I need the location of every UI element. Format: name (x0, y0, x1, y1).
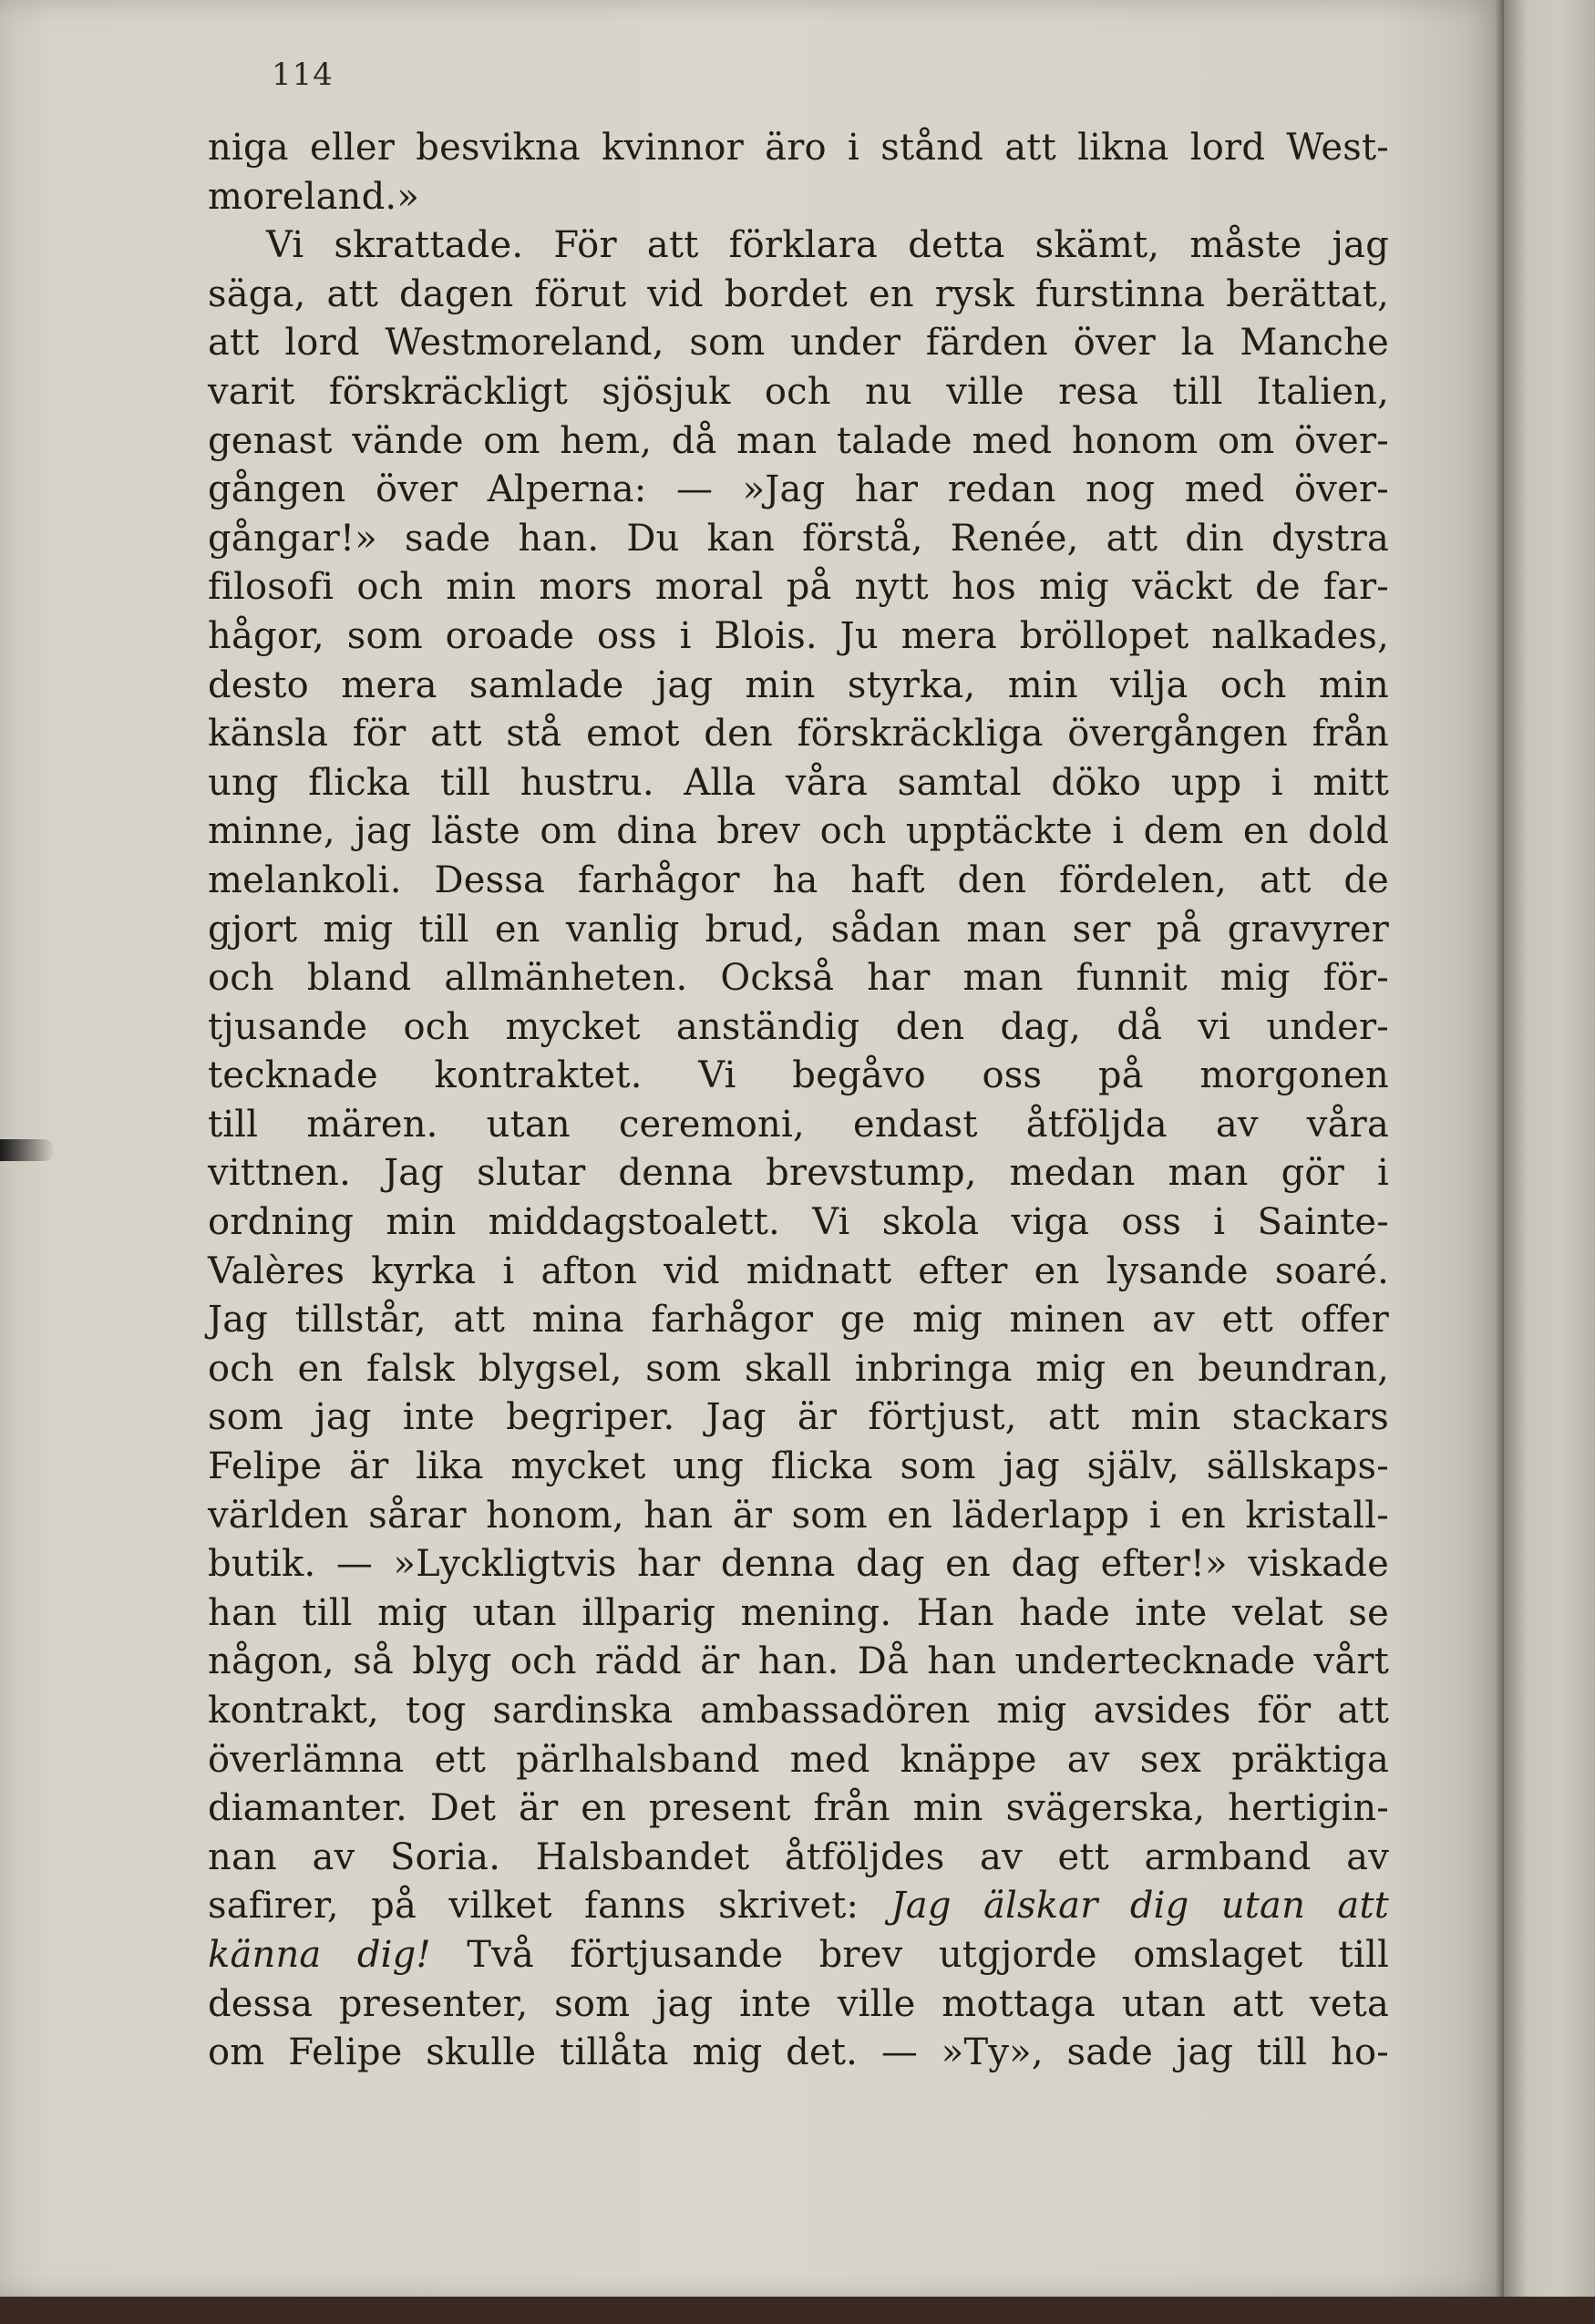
text-line: ordning min middagstoalett. Vi skola viga oss i Sainte- (208, 1201, 1389, 1244)
text-line: kontrakt, tog sardinska ambassadören mig avsides för att (208, 1690, 1389, 1732)
text-line: niga eller besvikna kvinnor äro i stånd att likna lord West- (208, 127, 1389, 169)
italic-inscription: Jag älskar dig utan att (890, 1885, 1389, 1928)
text-line: vittnen. Jag slutar denna brevstump, medan man gör i (208, 1152, 1389, 1195)
text-line: gjort mig till en vanlig brud, sådan man ser på gravyrer (208, 908, 1389, 951)
text-line: nan av Soria. Halsbandet åtföljdes av ett armband av (208, 1836, 1389, 1878)
text-line: melankoli. Dessa farhågor ha haft den fördelen, att de (208, 859, 1389, 901)
text-line: gången över Alperna: — »Jag har redan nog med över- (208, 468, 1389, 511)
text-line: säga, att dagen förut vid bordet en rysk furstinna berättat, (208, 273, 1389, 315)
page-number: 114 (272, 57, 334, 93)
text-line: och en falsk blygsel, som skall inbringa mig en beundran, (208, 1347, 1389, 1390)
text-line: desto mera samlade jag min styrka, min vilja och min (208, 663, 1389, 706)
text-line: Felipe är lika mycket ung flicka som jag själv, sällskaps- (208, 1445, 1389, 1488)
text-line: känsla för att stå emot den förskräckliga övergången från (208, 713, 1389, 756)
text-line: minne, jag läste om dina brev och upptäckte i dem en dold (208, 810, 1389, 853)
page-body-text (208, 124, 1389, 2078)
text-line: tjusande och mycket anständig den dag, då vi under- (208, 1005, 1389, 1048)
text-line: ung flicka till hustru. Alla våra samtal döko upp i mitt (208, 761, 1389, 804)
text-line (208, 1931, 1389, 1980)
text-line: han till mig utan illparig mening. Han hade inte velat se (208, 1591, 1389, 1634)
text-line: Valères kyrka i afton vid midnatt efter en lysande soaré. (208, 1249, 1389, 1292)
text-line: till mären. utan ceremoni, endast åtföljda av våra (208, 1103, 1389, 1146)
text-line: och bland allmänheten. Också har man funnit mig för- (208, 957, 1389, 1000)
text-line (208, 1882, 1389, 1931)
text-line: världen sårar honom, han är som en läderlapp i en kristall- (208, 1494, 1389, 1537)
text-line: diamanter. Det är en present från min svägerska, hertigin- (208, 1787, 1389, 1830)
text-line: varit förskräckligt sjösjuk och nu ville resa till Italien, (208, 370, 1389, 413)
text-line: tecknade kontraktet. Vi begåvo oss på morgonen (208, 1054, 1389, 1097)
text-line: som jag inte begriper. Jag är förtjust, att min stackars (208, 1396, 1389, 1439)
text-line: om Felipe skulle tillåta mig det. — »Ty», sade jag till ho- (208, 2031, 1389, 2074)
text-line: moreland.» (208, 175, 419, 218)
page-margin-mark (0, 1139, 55, 1161)
text-line: genast vände om hem, då man talade med honom om över- (208, 419, 1389, 462)
text-line: Vi skrattade. För att förklara detta skämt, måste jag (266, 224, 1389, 267)
book-cover-edge (0, 2297, 1595, 2324)
text-line: gångar!» sade han. Du kan förstå, Renée, att din dystra (208, 517, 1389, 560)
text-line-roman: Två förtjusande brev utgjorde omslaget till (430, 1933, 1389, 1976)
text-line-roman: safirer, på vilket fanns skrivet: (208, 1885, 859, 1928)
next-page-edge (1504, 0, 1595, 2297)
italic-inscription: känna dig! (208, 1933, 431, 1976)
text-line: butik. — »Lyckligtvis har denna dag en dag efter!» viskade (208, 1543, 1389, 1586)
text-line: filosofi och min mors moral på nytt hos mig väckt de far- (208, 566, 1389, 609)
text-line: dessa presenter, som jag inte ville mottaga utan att veta (208, 1982, 1389, 2025)
text-line: att lord Westmoreland, som under färden över la Manche (208, 322, 1389, 365)
text-line: någon, så blyg och rädd är han. Då han undertecknade vårt (208, 1640, 1389, 1683)
text-line: överlämna ett pärlhalsband med knäppe av sex präktiga (208, 1738, 1389, 1781)
text-line: hågor, som oroade oss i Blois. Ju mera bröllopet nalkades, (208, 614, 1389, 657)
text-line: Jag tillstår, att mina farhågor ge mig minen av ett offer (208, 1299, 1389, 1342)
